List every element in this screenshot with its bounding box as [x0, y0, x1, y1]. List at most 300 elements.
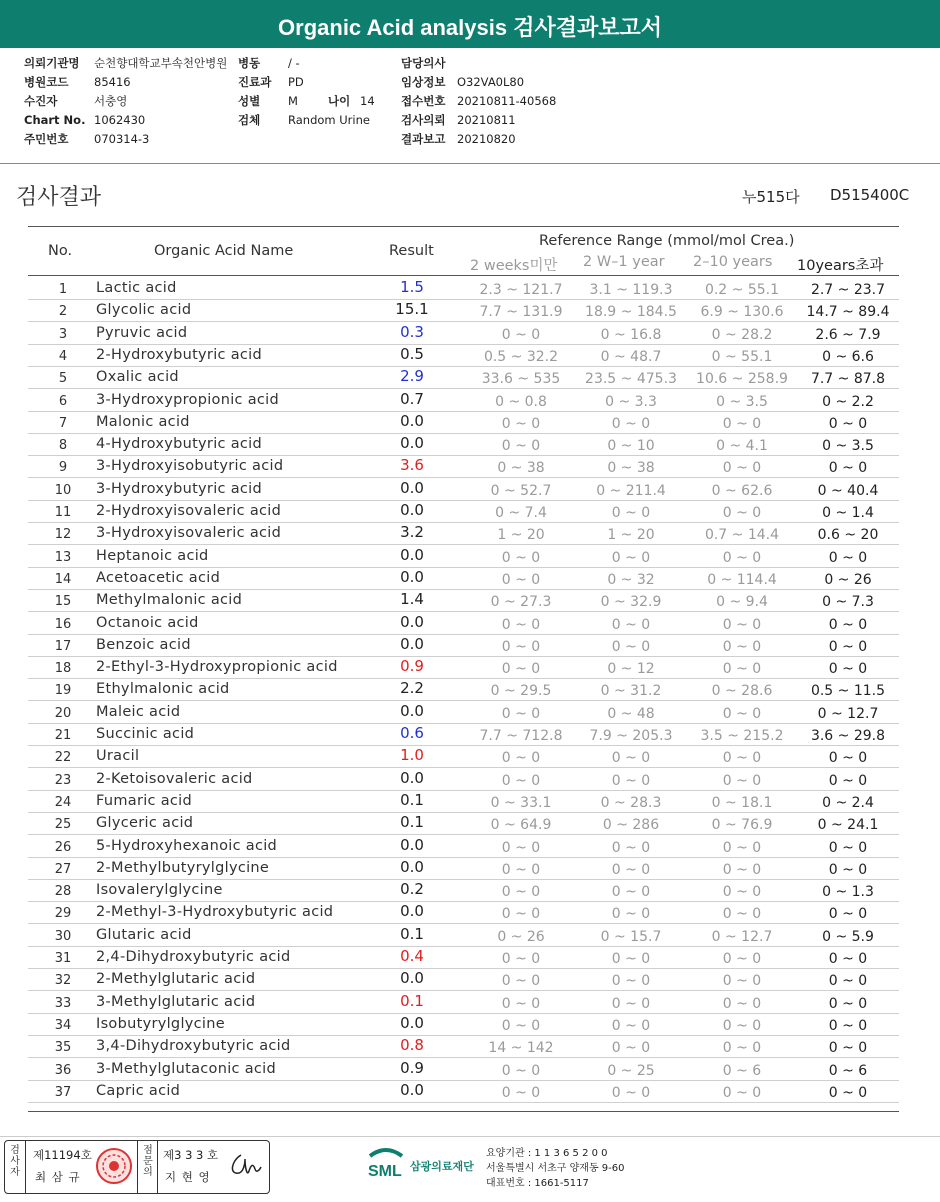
row-ref-10y: 0.5 ~ 11.5 [810, 683, 886, 700]
table-row [28, 299, 899, 322]
table-row [28, 567, 899, 590]
row-name: 3-Methylglutaric acid [96, 993, 256, 1010]
info-label: 임상정보 [401, 75, 446, 89]
row-ref-2-10y: 0 ~ 4.1 [716, 438, 768, 455]
row-ref-2w-1y: 0 ~ 0 [611, 1017, 651, 1034]
row-result: 0.0 [400, 411, 424, 430]
row-ref-2w-1y: 0 ~ 0 [611, 839, 651, 856]
row-ref-2w-1y: 0 ~ 0 [611, 995, 651, 1012]
info-value: 1062430 [94, 113, 146, 127]
row-no: 22 [54, 750, 72, 766]
row-no: 20 [54, 705, 72, 721]
row-ref-10y: 0 ~ 0 [828, 638, 868, 655]
row-name: 3-Hydroxyisobutyric acid [96, 458, 284, 475]
ward-code: 누515다 [742, 188, 800, 206]
row-ref-10y: 0 ~ 0 [828, 839, 868, 856]
row-name: Oxalic acid [96, 369, 179, 386]
row-ref-10y: 14.7 ~ 89.4 [806, 304, 890, 321]
row-no: 29 [54, 906, 72, 922]
row-ref-2weeks: 0 ~ 38 [497, 460, 545, 477]
row-ref-2-10y: 0 ~ 0 [722, 1040, 762, 1057]
row-ref-2w-1y: 0 ~ 32 [607, 571, 655, 588]
row-name: Fumaric acid [96, 792, 193, 809]
row-ref-10y: 0 ~ 40.4 [817, 482, 879, 499]
org-phone: 대표번호 : 1661-5117 [486, 1178, 589, 1189]
row-ref-2-10y: 0 ~ 12.7 [711, 928, 773, 945]
row-ref-2weeks: 0 ~ 0 [501, 415, 541, 432]
row-name: Isovalerylglycine [96, 882, 223, 899]
row-name: Uracil [96, 748, 140, 765]
row-ref-2-10y: 0 ~ 0 [722, 884, 762, 901]
row-ref-2weeks: 0 ~ 29.5 [490, 683, 552, 700]
row-ref-10y: 0 ~ 0 [828, 995, 868, 1012]
table-row [28, 678, 899, 701]
info-value: 순천향대학교부속천안병원 [94, 56, 228, 70]
row-name: 2-Methylglutaric acid [96, 971, 256, 988]
col-no: No. [48, 243, 73, 259]
row-result: 0.0 [400, 501, 424, 519]
row-ref-2-10y: 0 ~ 0 [722, 839, 762, 856]
row-ref-2-10y: 10.6 ~ 258.9 [696, 371, 788, 388]
row-ref-2-10y: 0.2 ~ 55.1 [704, 282, 780, 298]
row-ref-2weeks: 0 ~ 0 [501, 661, 541, 678]
row-ref-10y: 0 ~ 0 [828, 1040, 868, 1057]
row-ref-2-10y: 0 ~ 28.2 [711, 326, 773, 343]
row-result: 0.0 [400, 634, 424, 653]
row-ref-10y: 0 ~ 2.4 [822, 794, 874, 811]
row-no: 8 [58, 438, 68, 454]
row-ref-10y: 0 ~ 2.2 [822, 393, 874, 410]
info-label: 검체 [238, 113, 261, 127]
row-ref-2weeks: 0 ~ 7.4 [495, 505, 547, 521]
row-no: 10 [54, 482, 72, 498]
row-result: 0.9 [400, 657, 424, 676]
row-ref-2weeks: 0 ~ 0 [501, 1084, 541, 1101]
row-ref-2weeks: 33.6 ~ 535 [481, 371, 561, 388]
row-result: 1.5 [400, 278, 424, 296]
row-name: Benzoic acid [96, 636, 191, 653]
row-ref-2w-1y: 0 ~ 0 [611, 616, 651, 633]
row-no: 31 [54, 951, 72, 966]
row-result: 0.0 [400, 567, 424, 586]
sample-code: D515400C [830, 186, 910, 204]
row-ref-10y: 0 ~ 0 [828, 415, 868, 432]
row-result: 3.6 [400, 456, 424, 475]
table-top-rule [28, 226, 899, 227]
row-no: 27 [54, 861, 72, 877]
row-no: 21 [54, 728, 72, 743]
row-ref-2w-1y: 0 ~ 48.7 [600, 348, 662, 365]
org-address [486, 1146, 625, 1191]
row-no: 1 [58, 282, 68, 297]
row-no: 12 [54, 527, 72, 543]
row-result: 2.9 [400, 367, 424, 386]
info-right [401, 54, 556, 149]
report-title: Organic Acid analysis 검사결과보고서 [0, 0, 940, 48]
sml-logo-text: SML [368, 1163, 402, 1180]
row-ref-10y: 7.7 ~ 87.8 [810, 371, 886, 388]
row-result: 0.0 [400, 612, 424, 631]
row-ref-2w-1y: 0 ~ 15.7 [600, 928, 662, 945]
table-bottom-rule [28, 1111, 899, 1112]
table-row [28, 1058, 899, 1081]
row-ref-2-10y: 0 ~ 18.1 [711, 794, 773, 811]
table-row [28, 500, 899, 523]
info-mid [238, 54, 375, 130]
row-result: 0.1 [400, 991, 424, 1010]
row-result: 0.1 [400, 813, 424, 832]
row-ref-10y: 0 ~ 12.7 [817, 705, 879, 722]
row-ref-2weeks: 0 ~ 0 [501, 438, 541, 455]
row-no: 33 [54, 995, 72, 1011]
info-value: O32VA0L80 [457, 75, 525, 89]
row-ref-10y: 2.6 ~ 7.9 [815, 326, 881, 343]
row-ref-10y: 0 ~ 1.3 [822, 884, 874, 901]
col-ref-range: Reference Range (mmol/mol Crea.) [539, 233, 795, 249]
row-ref-10y: 0 ~ 0 [828, 1017, 868, 1034]
table-row [28, 455, 899, 478]
table-row [28, 901, 899, 924]
row-ref-2-10y: 0 ~ 0 [722, 1084, 762, 1101]
row-ref-2-10y: 3.5 ~ 215.2 [700, 728, 784, 744]
row-ref-10y: 0 ~ 0 [828, 750, 868, 767]
row-ref-2w-1y: 0 ~ 286 [602, 817, 660, 834]
info-left [24, 54, 227, 149]
row-name: Succinic acid [96, 726, 195, 742]
row-result: 1.4 [400, 590, 424, 609]
row-result: 3.2 [400, 523, 424, 542]
row-ref-2-10y: 0 ~ 0 [722, 973, 762, 990]
row-no: 36 [54, 1062, 72, 1078]
row-ref-2-10y: 0 ~ 0 [722, 549, 762, 566]
row-ref-2weeks: 0 ~ 0 [501, 995, 541, 1012]
row-ref-2weeks: 0 ~ 0 [501, 705, 541, 722]
reviewer-license: 제3 3 3 호 [163, 1148, 219, 1162]
table-row [28, 790, 899, 813]
row-ref-2-10y: 0 ~ 76.9 [711, 817, 773, 834]
row-ref-2w-1y: 0 ~ 0 [611, 772, 651, 789]
row-ref-2-10y: 0 ~ 0 [722, 772, 762, 789]
row-ref-10y: 0 ~ 0 [828, 973, 868, 990]
row-name: 2,4-Dihydroxybutyric acid [96, 949, 291, 965]
info-label: 검사의뢰 [401, 113, 446, 127]
table-row [28, 701, 899, 724]
inspector-name: 최 삼 규 [35, 1170, 81, 1184]
row-result: 0.8 [400, 1036, 424, 1055]
row-ref-2weeks: 0 ~ 0.8 [495, 393, 547, 410]
sml-logo-icon [366, 1146, 406, 1182]
row-result: 0.0 [400, 902, 424, 921]
row-result: 0.7 [400, 389, 424, 408]
table-row [28, 478, 899, 501]
row-result: 0.0 [400, 969, 424, 988]
row-ref-10y: 0 ~ 1.4 [822, 505, 874, 521]
row-ref-2w-1y: 0 ~ 0 [611, 951, 651, 967]
table-row [28, 835, 899, 858]
table-row [28, 991, 899, 1014]
row-name: 3-Hydroxypropionic acid [96, 391, 279, 408]
row-ref-2w-1y: 0 ~ 38 [607, 460, 655, 477]
row-no: 28 [54, 884, 72, 900]
row-ref-2weeks: 0 ~ 0 [501, 326, 541, 343]
col-name: Organic Acid Name [154, 243, 294, 259]
row-ref-10y: 0 ~ 6 [828, 1062, 868, 1079]
row-ref-2-10y: 0 ~ 9.4 [716, 594, 768, 611]
row-ref-2weeks: 0 ~ 0 [501, 1062, 541, 1079]
row-result: 0.2 [400, 880, 424, 899]
row-result: 0.9 [400, 1058, 424, 1077]
row-no: 16 [54, 616, 72, 632]
row-ref-2-10y: 6.9 ~ 130.6 [700, 304, 784, 321]
row-name: Acetoacetic acid [96, 569, 221, 586]
row-ref-2weeks: 0 ~ 0 [501, 884, 541, 901]
org-provider-code: 요양기관 : 1 1 3 6 5 2 0 0 [486, 1148, 608, 1159]
info-value: PD [288, 75, 304, 89]
row-result: 0.0 [400, 768, 424, 787]
row-name: 3-Hydroxybutyric acid [96, 480, 262, 497]
table-row [28, 1013, 899, 1036]
row-ref-10y: 0 ~ 0 [828, 460, 868, 477]
table-row [28, 634, 899, 657]
row-result: 0.0 [400, 545, 424, 564]
info-value: 070314-3 [94, 132, 150, 146]
row-name: Heptanoic acid [96, 547, 209, 564]
row-ref-2-10y: 0 ~ 0 [722, 1017, 762, 1034]
age-label: 나이 [328, 94, 351, 108]
row-ref-2w-1y: 0 ~ 0 [611, 549, 651, 566]
row-ref-2weeks: 0 ~ 0 [501, 861, 541, 878]
row-result: 0.0 [400, 478, 424, 497]
row-ref-10y: 0 ~ 0 [828, 616, 868, 633]
row-no: 17 [54, 638, 72, 654]
row-name: Capric acid [96, 1082, 181, 1099]
row-ref-10y: 3.6 ~ 29.8 [810, 728, 886, 744]
row-ref-2-10y: 0 ~ 0 [722, 638, 762, 655]
row-result: 0.5 [400, 344, 424, 363]
row-ref-2weeks: 14 ~ 142 [488, 1040, 554, 1057]
row-ref-10y: 0 ~ 0 [828, 772, 868, 789]
row-no: 7 [58, 415, 68, 431]
row-name: Methylmalonic acid [96, 592, 243, 609]
info-label: 결과보고 [401, 132, 446, 146]
row-ref-2-10y: 0 ~ 0 [722, 995, 762, 1012]
row-ref-2w-1y: 0 ~ 28.3 [600, 794, 662, 811]
row-ref-2w-1y: 0 ~ 12 [607, 661, 655, 678]
table-row [28, 522, 899, 545]
row-ref-2-10y: 0 ~ 0 [722, 661, 762, 678]
table-row [28, 366, 899, 389]
col-ref-2-10y: 2–10 years [693, 254, 773, 270]
info-label: 주민번호 [24, 132, 69, 146]
row-ref-2w-1y: 0 ~ 0 [611, 750, 651, 767]
row-no: 5 [58, 371, 68, 387]
inspector-license: 제11194호 [33, 1148, 92, 1162]
row-ref-2w-1y: 0 ~ 25 [607, 1062, 655, 1079]
table-row [28, 411, 899, 434]
row-ref-2weeks: 0 ~ 0 [501, 906, 541, 923]
row-ref-2weeks: 0.5 ~ 32.2 [483, 348, 559, 365]
row-ref-10y: 0 ~ 0 [828, 906, 868, 923]
table-row [28, 946, 899, 969]
row-name: 4-Hydroxybutyric acid [96, 436, 262, 453]
row-ref-2-10y: 0 ~ 0 [722, 750, 762, 767]
row-name: 2-Ethyl-3-Hydroxypropionic acid [96, 659, 338, 676]
row-ref-2weeks: 0 ~ 0 [501, 951, 541, 967]
table-row [28, 968, 899, 991]
row-result: 0.0 [400, 857, 424, 876]
row-no: 34 [54, 1017, 72, 1033]
col-result: Result [389, 243, 434, 259]
info-label: Chart No. [24, 113, 86, 127]
table-row [28, 1080, 899, 1103]
col-ref-2w-1y: 2 W–1 year [583, 254, 665, 270]
row-result: 0.0 [400, 701, 424, 720]
row-ref-2w-1y: 0 ~ 0 [611, 638, 651, 655]
inspector-vertical-label: 검사자 [10, 1145, 20, 1178]
row-ref-2weeks: 1 ~ 20 [497, 527, 545, 544]
row-ref-10y: 0 ~ 26 [824, 571, 872, 588]
row-ref-2-10y: 0 ~ 62.6 [711, 482, 773, 499]
row-ref-2w-1y: 0 ~ 0 [611, 1040, 651, 1057]
info-label: 접수번호 [401, 94, 446, 108]
row-ref-2w-1y: 0 ~ 0 [611, 861, 651, 878]
row-name: Maleic acid [96, 703, 181, 720]
table-row [28, 857, 899, 880]
info-label: 성별 [238, 94, 261, 108]
row-ref-2weeks: 0 ~ 64.9 [490, 817, 552, 834]
sig-divider [137, 1141, 138, 1193]
row-ref-2weeks: 2.3 ~ 121.7 [479, 282, 563, 298]
row-ref-2weeks: 0 ~ 0 [501, 1017, 541, 1034]
row-ref-2w-1y: 0 ~ 3.3 [605, 393, 657, 410]
row-ref-2weeks: 0 ~ 26 [497, 928, 545, 945]
table-row [28, 656, 899, 679]
row-ref-2-10y: 0 ~ 0 [722, 415, 762, 432]
row-no: 6 [58, 393, 68, 409]
table-row [28, 723, 899, 746]
row-no: 2 [58, 304, 68, 320]
seal-icon [95, 1147, 133, 1185]
row-ref-10y: 2.7 ~ 23.7 [810, 282, 886, 298]
info-value: / - [288, 56, 300, 70]
row-ref-2w-1y: 0 ~ 48 [607, 705, 655, 722]
row-ref-2-10y: 0 ~ 0 [722, 906, 762, 923]
row-ref-2-10y: 0 ~ 0 [722, 705, 762, 722]
row-no: 35 [54, 1040, 72, 1056]
row-result: 0.0 [400, 1013, 424, 1032]
row-result: 0.6 [400, 724, 424, 742]
row-ref-2-10y: 0 ~ 0 [722, 505, 762, 521]
info-value: 85416 [94, 75, 131, 89]
table-row [28, 389, 899, 412]
row-ref-2weeks: 0 ~ 33.1 [490, 794, 552, 811]
row-result: 0.1 [400, 790, 424, 809]
info-label: 병원코드 [24, 75, 69, 89]
row-no: 37 [54, 1084, 72, 1100]
row-ref-2-10y: 0 ~ 0 [722, 460, 762, 477]
row-ref-2w-1y: 0 ~ 0 [611, 906, 651, 923]
table-row [28, 768, 899, 791]
row-name: Glycolic acid [96, 302, 192, 319]
info-value: 서충영 [94, 94, 128, 108]
row-no: 19 [54, 683, 72, 699]
row-no: 13 [54, 549, 72, 565]
row-name: 2-Ketoisovaleric acid [96, 770, 253, 787]
row-ref-2weeks: 0 ~ 0 [501, 772, 541, 789]
row-ref-2w-1y: 0 ~ 32.9 [600, 594, 662, 611]
row-ref-2-10y: 0 ~ 0 [722, 951, 762, 967]
row-ref-2w-1y: 3.1 ~ 119.3 [589, 282, 673, 298]
row-name: 2-Methylbutyrylglycine [96, 859, 270, 876]
row-name: 3-Methylglutaconic acid [96, 1060, 277, 1077]
row-result: 1.0 [400, 746, 424, 765]
row-name: Isobutyrylglycine [96, 1015, 225, 1032]
table-row [28, 612, 899, 635]
row-name: 3,4-Dihydroxybutyric acid [96, 1038, 291, 1055]
reviewer-vertical-label: 점문의 [143, 1145, 153, 1178]
row-ref-2weeks: 0 ~ 27.3 [490, 594, 552, 611]
header-divider [0, 163, 940, 164]
row-ref-2weeks: 7.7 ~ 131.9 [479, 304, 563, 321]
row-ref-2-10y: 0 ~ 0 [722, 616, 762, 633]
table-row [28, 745, 899, 768]
info-label: 진료과 [238, 75, 272, 89]
row-ref-2-10y: 0 ~ 55.1 [711, 348, 773, 365]
info-value: 20210811-40568 [457, 94, 557, 108]
row-ref-2w-1y: 0 ~ 0 [611, 884, 651, 901]
row-ref-10y: 0 ~ 3.5 [822, 438, 874, 455]
row-result: 0.0 [400, 434, 424, 453]
row-ref-2-10y: 0 ~ 114.4 [707, 571, 777, 588]
row-result: 0.1 [400, 924, 424, 943]
org-address-line: 서울특별시 서초구 양재동 9-60 [486, 1163, 625, 1174]
row-ref-10y: 0 ~ 6.6 [822, 348, 874, 365]
table-row [28, 277, 899, 300]
row-name: 2-Hydroxybutyric acid [96, 346, 262, 363]
col-ref-2weeks: 2 weeks미만 [470, 258, 558, 274]
row-no: 11 [54, 505, 72, 520]
row-no: 32 [54, 973, 72, 989]
row-ref-10y: 0 ~ 0 [828, 549, 868, 566]
row-name: 2-Methyl-3-Hydroxybutyric acid [96, 904, 334, 921]
sig-divider [25, 1141, 26, 1193]
row-ref-2weeks: 0 ~ 0 [501, 750, 541, 767]
row-no: 18 [54, 661, 72, 677]
row-ref-2-10y: 0 ~ 6 [722, 1062, 762, 1079]
row-ref-2w-1y: 0 ~ 31.2 [600, 683, 662, 700]
row-result: 15.1 [395, 300, 429, 319]
row-ref-2w-1y: 0 ~ 0 [611, 1084, 651, 1101]
table-row [28, 1035, 899, 1058]
table-row [28, 812, 899, 835]
table-row [28, 924, 899, 947]
row-ref-10y: 0 ~ 0 [828, 951, 868, 967]
row-result: 0.3 [400, 322, 424, 341]
row-no: 4 [58, 348, 68, 364]
info-value: 20210820 [457, 132, 516, 146]
info-label: 담당의사 [401, 56, 446, 70]
row-name: Pyruvic acid [96, 324, 188, 341]
row-name: Octanoic acid [96, 614, 199, 631]
row-name: Glutaric acid [96, 926, 192, 943]
footer-divider [0, 1136, 940, 1137]
reviewer-name: 지 현 영 [165, 1170, 211, 1184]
row-ref-2w-1y: 0 ~ 0 [611, 973, 651, 990]
row-ref-2weeks: 0 ~ 0 [501, 571, 541, 588]
row-no: 9 [58, 460, 68, 476]
row-result: 2.2 [400, 679, 424, 698]
table-row [28, 589, 899, 612]
